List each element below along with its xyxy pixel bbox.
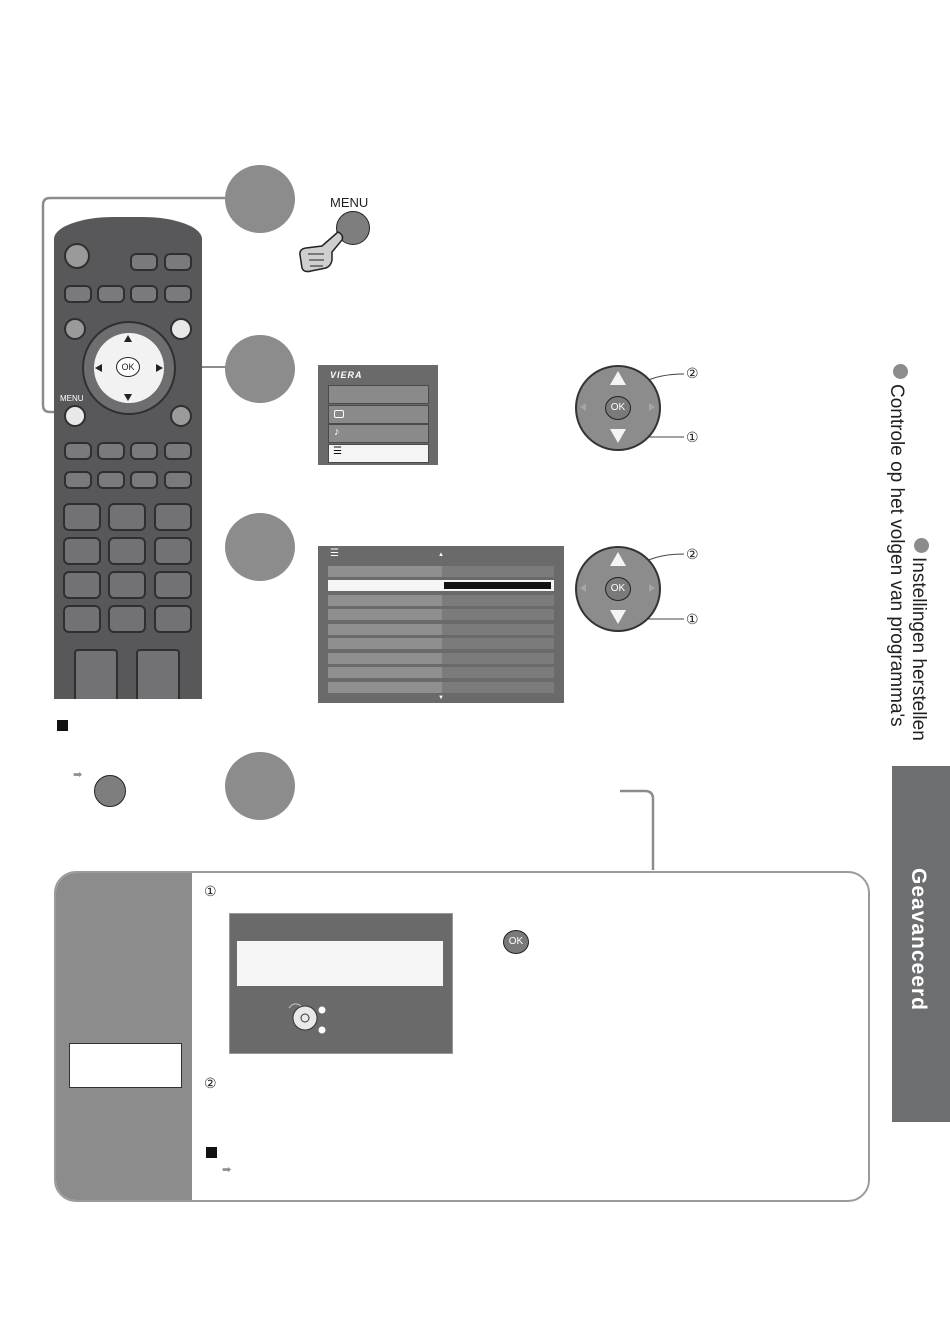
left-arrow-icon xyxy=(580,403,586,411)
setup-row[interactable] xyxy=(328,682,554,693)
list-icon: ☰ xyxy=(333,446,342,457)
dpad-illustration-2 xyxy=(575,546,661,632)
right-arrow-icon xyxy=(156,364,163,372)
callout-select-2: ② xyxy=(686,546,699,562)
arrow-icon: ➡ xyxy=(73,769,83,781)
panel-label-box xyxy=(69,1043,182,1088)
remote-button[interactable] xyxy=(64,285,92,303)
panel-step-one-marker: ① xyxy=(204,883,217,899)
number-key[interactable] xyxy=(63,571,101,599)
setup-row[interactable] xyxy=(328,595,554,606)
remote-menu-button[interactable] xyxy=(64,405,86,427)
pointing-hand-icon xyxy=(296,226,346,274)
menu-item-sound[interactable] xyxy=(328,405,429,424)
number-key[interactable] xyxy=(154,571,192,599)
left-arrow-icon xyxy=(580,584,586,592)
volume-rocker[interactable] xyxy=(136,649,180,699)
setup-menu-screen xyxy=(318,546,564,703)
setup-row[interactable] xyxy=(328,609,554,620)
remote-button[interactable] xyxy=(64,471,92,489)
remote-button[interactable] xyxy=(164,471,192,489)
dpad-illustration-1 xyxy=(575,365,661,451)
number-key[interactable] xyxy=(108,537,146,565)
panel-step-two-marker: ② xyxy=(204,1075,217,1091)
up-arrow-icon xyxy=(610,552,626,566)
remote-button[interactable] xyxy=(97,285,125,303)
remote-button[interactable] xyxy=(97,471,125,489)
remote-ok-button[interactable]: OK xyxy=(116,357,140,377)
menu-item-sound[interactable] xyxy=(328,424,429,443)
list-icon: ☰ xyxy=(330,548,339,559)
scroll-down-icon: ▼ xyxy=(438,695,444,701)
remote-button[interactable] xyxy=(130,285,158,303)
remote-button[interactable] xyxy=(130,253,158,271)
setup-row[interactable] xyxy=(328,624,554,635)
setup-row-selected[interactable] xyxy=(328,580,554,591)
note-square-icon xyxy=(206,1147,217,1158)
remote-button[interactable] xyxy=(164,285,192,303)
bullet-dot-icon xyxy=(914,538,929,553)
dialog-screen xyxy=(229,913,453,1054)
channel-rocker[interactable] xyxy=(74,649,118,699)
color-button[interactable] xyxy=(164,442,192,460)
setup-row[interactable] xyxy=(328,638,554,649)
remote-control xyxy=(54,217,202,699)
ok-button[interactable]: OK xyxy=(605,577,631,601)
bullet-dot-icon xyxy=(893,364,908,379)
number-key[interactable] xyxy=(154,537,192,565)
right-arrow-icon xyxy=(649,403,655,411)
down-arrow-icon xyxy=(124,394,132,401)
number-key[interactable] xyxy=(108,605,146,633)
number-key[interactable] xyxy=(63,503,101,531)
return-button[interactable] xyxy=(94,775,126,807)
number-key[interactable] xyxy=(108,571,146,599)
dpad-mini-icon xyxy=(286,998,336,1038)
screen-icon xyxy=(334,410,344,418)
up-arrow-icon xyxy=(610,371,626,385)
ok-button[interactable]: OK xyxy=(605,396,631,420)
arrow-icon: ➡ xyxy=(222,1164,232,1176)
remote-dpad[interactable] xyxy=(82,321,176,415)
main-menu-screen xyxy=(318,365,438,465)
setup-row[interactable] xyxy=(328,566,554,577)
left-arrow-icon xyxy=(95,364,102,372)
number-key[interactable] xyxy=(63,537,101,565)
step-2-circle xyxy=(225,335,295,403)
callout-select-1: ② xyxy=(686,365,699,381)
panel-sidebar xyxy=(56,873,192,1200)
music-note-icon: ♪ xyxy=(334,426,340,438)
side-heading-controle: Controle op het volgen van programma's xyxy=(886,384,907,727)
number-key[interactable] xyxy=(108,503,146,531)
color-button[interactable] xyxy=(97,442,125,460)
color-button[interactable] xyxy=(130,442,158,460)
setup-row[interactable] xyxy=(328,667,554,678)
remote-button[interactable] xyxy=(164,253,192,271)
remote-round-button[interactable] xyxy=(64,318,86,340)
section-tab-label: Geavanceerd xyxy=(907,868,930,1011)
callout-move-2: ① xyxy=(686,611,699,627)
step1-menu-label: MENU xyxy=(330,195,369,210)
down-arrow-icon xyxy=(610,429,626,443)
menu-item-setup[interactable] xyxy=(328,444,429,463)
number-key[interactable] xyxy=(63,605,101,633)
remote-round-button[interactable] xyxy=(170,318,192,340)
section-tab xyxy=(892,766,950,1122)
viera-logo: VIERA xyxy=(330,370,363,380)
down-arrow-icon xyxy=(610,610,626,624)
note-square-icon xyxy=(57,720,68,731)
remote-menu-label: MENU xyxy=(60,394,84,403)
menu-item-picture[interactable] xyxy=(328,385,429,404)
remote-round-button[interactable] xyxy=(170,405,192,427)
up-arrow-icon xyxy=(124,335,132,342)
remote-button[interactable] xyxy=(130,471,158,489)
number-key[interactable] xyxy=(154,503,192,531)
step-4-circle xyxy=(225,752,295,820)
dialog-message-box xyxy=(237,941,443,986)
setup-row[interactable] xyxy=(328,653,554,664)
procedure-panel xyxy=(54,871,870,1202)
side-heading-instellingen: Instellingen herstellen xyxy=(908,557,929,741)
step-3-circle xyxy=(225,513,295,581)
callout-move-1: ① xyxy=(686,429,699,445)
step-1-circle xyxy=(225,165,295,233)
scroll-up-icon: ▲ xyxy=(438,552,444,558)
right-arrow-icon xyxy=(649,584,655,592)
ok-button-small[interactable]: OK xyxy=(503,930,529,954)
color-button[interactable] xyxy=(64,442,92,460)
power-button[interactable] xyxy=(64,243,90,269)
number-key[interactable] xyxy=(154,605,192,633)
